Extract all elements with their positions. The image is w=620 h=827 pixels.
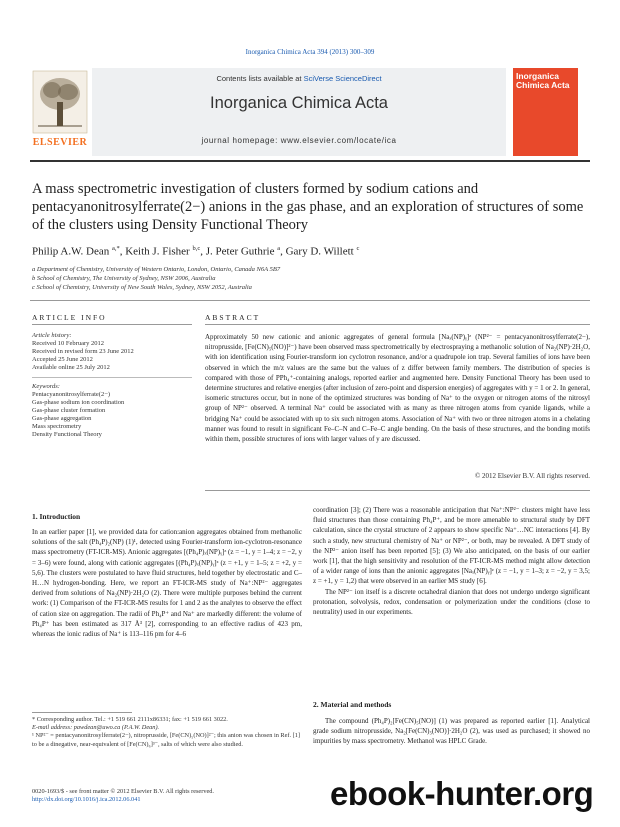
author-affil-mark: a,* bbox=[111, 245, 120, 252]
history-entry: Received in revised form 23 June 2012 bbox=[32, 348, 134, 355]
journal-homepage[interactable]: journal homepage: www.elsevier.com/locate/ica bbox=[201, 136, 397, 145]
history-label: Article history: bbox=[32, 332, 72, 339]
keyword: Density Functional Theory bbox=[32, 431, 102, 438]
keyword: Gas-phase sodium ion coordination bbox=[32, 399, 125, 406]
methods-text: The compound (Ph₄P)₂[Fe(CN)₅(NO)] (1) was prepared as reported earlier [1]. Analytical grade sodium nitroprusside, Na₂[Fe(CN)₅(NO)]·2H₂O (2), was used as purchased; it showed no impurities by mass spectrometry. Methanol was HPLC Grade. bbox=[313, 717, 590, 746]
doi-link[interactable]: http://dx.doi.org/10.1016/j.ica.2012.06.041 bbox=[32, 796, 141, 803]
author-list: Philip A.W. Dean $^{a,*}$, Keith J. Fisher $^{b,c}$, J. Peter Guthrie $^a$, Gary D. Willett $^c$ bbox=[32, 245, 360, 258]
author-name: Keith J. Fisher bbox=[125, 245, 190, 258]
keyword: Gas-phase aggregation bbox=[32, 415, 92, 422]
issn-line: 0020-1693/$ - see front matter © 2012 Elsevier B.V. All rights reserved. bbox=[32, 788, 214, 795]
elsevier-wordmark: ELSEVIER bbox=[32, 137, 88, 148]
footnote-corresponding: * Corresponding author. Tel.: +1 519 661 2111x86331; fax: +1 519 661 3022. bbox=[32, 716, 228, 723]
journal-citation: Inorganica Chimica Acta 394 (2013) 300–309 bbox=[245, 48, 375, 56]
article-info-panel bbox=[32, 332, 197, 439]
introduction-heading: 1. Introduction bbox=[32, 512, 81, 521]
author-affil-mark: c bbox=[356, 245, 360, 252]
author-affil-mark: b,c bbox=[192, 245, 201, 252]
author-affil-mark: a bbox=[277, 245, 281, 252]
sciencedirect-link[interactable]: SciVerse ScienceDirect bbox=[303, 74, 382, 83]
keyword: Pentacyanonitrosylferrate(2−) bbox=[32, 391, 111, 398]
keywords-label: Keywords: bbox=[32, 383, 60, 390]
watermark-text: ebook-hunter.org bbox=[330, 775, 594, 812]
article-info-rule bbox=[32, 324, 192, 325]
info-divider bbox=[32, 377, 192, 378]
introduction-right-text bbox=[313, 505, 590, 617]
article-title: A mass spectrometric investigation of clusters formed by sodium cations and pentacyanonitrosylferrate(2−) anions in the gas phase, and an exploration of structures of some of the clusters using Density Functional Theory bbox=[32, 181, 584, 233]
abstract-heading: ABSTRACT bbox=[205, 313, 261, 322]
contents-prefix: Contents lists available at bbox=[216, 74, 304, 83]
affiliations bbox=[32, 265, 592, 292]
footnote-email[interactable]: E-mail address: pawdean@uwo.ca (P.A.W. Dean). bbox=[32, 724, 160, 732]
author-name: Philip A.W. Dean bbox=[32, 245, 110, 258]
keyword: Mass spectrometry bbox=[32, 423, 82, 430]
article-info-heading: ARTICLE INFO bbox=[32, 313, 107, 322]
keyword: Gas-phase cluster formation bbox=[32, 407, 106, 414]
footnotes bbox=[32, 716, 302, 749]
abstract-end-rule bbox=[205, 490, 590, 491]
affiliation: c School of Chemistry, University of New South Wales, Sydney, NSW 2052, Australia bbox=[32, 284, 252, 291]
history-entry: Accepted 25 June 2012 bbox=[32, 356, 93, 363]
abstract-rule bbox=[205, 324, 590, 325]
section-divider bbox=[30, 300, 590, 301]
journal-title: Inorganica Chimica Acta bbox=[210, 94, 388, 112]
contents-line bbox=[92, 74, 506, 83]
introduction-left-text: In an earlier paper [1], we provided data for cation:anion aggregates obtained from methanolic solutions of the salt (Ph₄P)₂(NP) (1)¹, detected using Fourier-transform ion-cyclotron-resonance mass spectrometry (FT-ICR-MS). Anionic aggregates [(Ph₄P)ₓ(NP)ᵧ]ᶻ (z = −1, y = 1–4; z = −2, y = 3–6) were found, along with cationic aggregates [(Ph₄P)ₓ(NP)ᵧ]ᶻ (z = +1, y = 1–5; z = +2, y = 5,6). The clusters were postulated to have fluid structures, held together by electrostatic and C–H…N hydrogen-bonding. Here, we report an FT-ICR-MS study of Na⁺:NP²⁻ aggregates derived from solutions of Na₂(NP)·2H₂O (2). There were multiple purposes behind the current work: (1) Comparison of the FT-ICR-MS results for 1 and 2 as the analytes to observe the effect of cation size on aggregation. The radii of Ph₄P⁺ and Na⁺ are markedly different: the volume of Ph₄P⁺ has been estimated as 317 Å³ [2], corresponding to an effective radius of 423 pm, whereas the ionic radius of Na⁺ is 113–116 pm for 4–6 bbox=[32, 528, 302, 639]
header-divider bbox=[30, 160, 590, 162]
abstract-copyright: © 2012 Elsevier B.V. All rights reserved. bbox=[474, 472, 590, 480]
history-entry: Available online 25 July 2012 bbox=[32, 364, 110, 371]
methods-heading: 2. Material and methods bbox=[313, 700, 392, 709]
author-name: Gary D. Willett bbox=[285, 245, 354, 258]
introduction-right-para2: The NP²⁻ ion itself is a discrete octahedral dianion that does not undergo undergo significant protonation, solvolysis, redox, condensation or polymerization under the conditions (close to neutrality) used in our experiments. bbox=[313, 587, 590, 617]
footnote-rule bbox=[32, 712, 132, 713]
abstract-text: Approximately 50 new cationic and anionic aggregates of general formula [Naₓ(NP)ᵧ]ᶻ (NP²⁻ = pentacyanonitrosylferrate(2−), nitroprusside, [Fe(CN)₅(NO)]²⁻) have been observed mass spectrometrically by electrospraying a methanolic solution of Na₂(NP)·2H₂O, with ion identification using Fourier-transform ion cyclotron resonance, and/or a quadrupole ion trap. Several families of ions have been observed in which the m/z values are the same but the values of z differ between family members. The distribution of species is compared with those of PPh₄⁺-containing analogs, reported earlier and augmented here. Density Functional Theory has been used to determine structures and relative energies (after inclusion of zero-point and dispersion energies) of aggregates with y = 1 or 2. In general, isomeric structures occur, but in none of the optimized structures was bonding of Na⁺ to the oxygen or nitrogen atoms of the nitrosyl group of NP²⁻ observed. A terminal Na⁺ could be associated with as many as three nitrogen atoms from cyanide ligands, while a bridging Na⁺ could be associated with up to six such nitrogen atoms. Association of Na⁺ with two or three nitrogen atoms in a chelating manner was found to result in significant Fe–C–N and C–Fe–C angle bending. On the basis of these structures, and the bonding motifs within them, possible structures of ions with larger values of y are discussed. bbox=[205, 333, 590, 444]
cover-title: Inorganica Chimica Acta bbox=[516, 71, 570, 90]
page-footer bbox=[32, 788, 332, 804]
history-entry: Received 10 February 2012 bbox=[32, 340, 105, 347]
affiliation: a Department of Chemistry, University of Western Ontario, London, Ontario, Canada N6A 5B7 bbox=[32, 266, 281, 273]
author-name: J. Peter Guthrie bbox=[205, 245, 275, 258]
affiliation: b School of Chemistry, The University of Sydney, NSW 2006, Australia bbox=[32, 275, 216, 282]
introduction-right-para: coordination [3]; (2) There was a reasonable anticipation that Na⁺:NP²⁻ clusters might have less fluid structures than those containing Ph₄P⁺, and be more amenable to structural study by DFT calculation, since the crystal structure of 2 appears to show specific Na⁺…NC interactions [4]. By such a study, new structural chemistry of Na⁺ or NP²⁻, or both, may be revealed. A DFT study of the NP²⁻ anion itself has been reported [5]; (3) We also anticipated, on the basis of our earlier work [1], that the high sensitivity and resolution of the FT-ICR-MS method might allow detection of a wider range of ions than the anionic aggregates [Naₓ(NP)ᵧ]ᶻ (z = −1, y = 1–3; z = −2, y = 3,5; z = +1, y = 1,2) that were observed in an earlier MS study [6]. bbox=[313, 506, 590, 586]
footnote-1: ¹ NP²⁻ = pentacyanonitrosylferrate(2−), nitroprusside, [Fe(CN)₅(NO)]²⁻; this anion was chosen in Ref. [1] to be a dinegative, near-equivalent of [Fe(CN)₆]³⁻, salts of which were also studied. bbox=[32, 732, 300, 748]
